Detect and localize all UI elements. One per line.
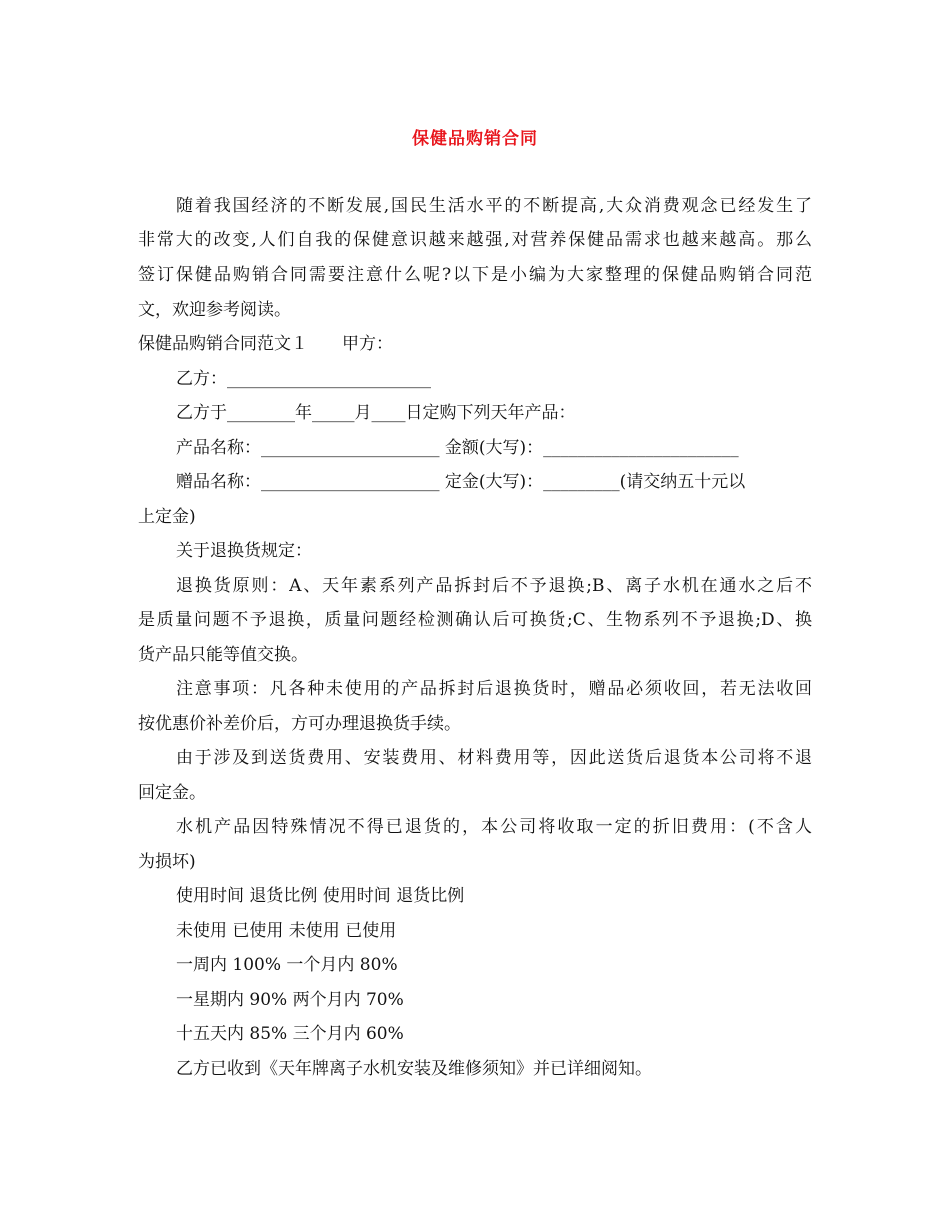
intro-line-4: 文，欢迎参考阅读。: [138, 300, 291, 320]
depreciation-line-1: 水机产品因特殊情况不得已退货的，本公司将收取一定的折旧费用：(不含人: [176, 817, 812, 837]
gift-line-cont: 上定金): [138, 507, 196, 527]
delivery-line-1: 由于涉及到送货费用、安装费用、材料费用等，因此送货后退货本公司将不退: [176, 748, 812, 768]
depreciation-line-2: 为损坏): [138, 852, 196, 872]
party-b-line: 乙方：________________________: [176, 369, 431, 389]
gift-line: 赠品名称：_____________________ 定金(大写)：_________(请交纳五十元以: [176, 472, 746, 492]
rate-row: 十五天内 85% 三个月内 60%: [176, 1024, 404, 1044]
delivery-line-2: 回定金。: [138, 783, 206, 803]
intro-line-3: 签订保健品购销合同需要注意什么呢?以下是小编为大家整理的保健品购销合同范: [138, 265, 812, 285]
rate-row: 一周内 100% 一个月内 80%: [176, 955, 398, 975]
rate-row: 未使用 已使用 未使用 已使用: [176, 921, 397, 941]
return-principle-line-1: 退换货原则：A、天年素系列产品拆封后不予退换;B、离子水机在通水之后不: [176, 576, 812, 596]
rate-row: 一星期内 90% 两个月内 70%: [176, 990, 404, 1010]
product-line: 产品名称：_____________________ 金额(大写)：_______________________: [176, 438, 739, 458]
return-principle-line-3: 货产品只能等值交换。: [138, 645, 308, 665]
document-title: 保健品购销合同: [412, 129, 538, 149]
intro-line-1: 随着我国经济的不断发展,国民生活水平的不断提高,大众消费观念已经发生了: [176, 196, 812, 216]
notice-line-2: 按优惠价补差价后，方可办理退换货手续。: [138, 714, 461, 734]
return-principle-line-2: 是质量问题不予退换，质量问题经检测确认后可换货;C、生物系列不予退换;D、换: [138, 610, 812, 630]
return-heading: 关于退换货规定：: [176, 541, 312, 561]
rate-row: 使用时间 退货比例 使用时间 退货比例: [176, 886, 465, 906]
sample-heading: 保健品购销合同范文１ 甲方：: [138, 334, 393, 354]
acknowledge-line: 乙方已收到《天年牌离子水机安装及维修须知》并已详细阅知。: [176, 1059, 652, 1079]
order-date-line: 乙方于________年_____月____日定购下列天年产品：: [176, 403, 576, 423]
notice-line-1: 注意事项：凡各种未使用的产品拆封后退换货时，赠品必须收回，若无法收回: [176, 679, 812, 699]
intro-line-2: 非常大的改变,人们自我的保健意识越来越强,对营养保健品需求也越来越高。那么: [138, 230, 812, 250]
